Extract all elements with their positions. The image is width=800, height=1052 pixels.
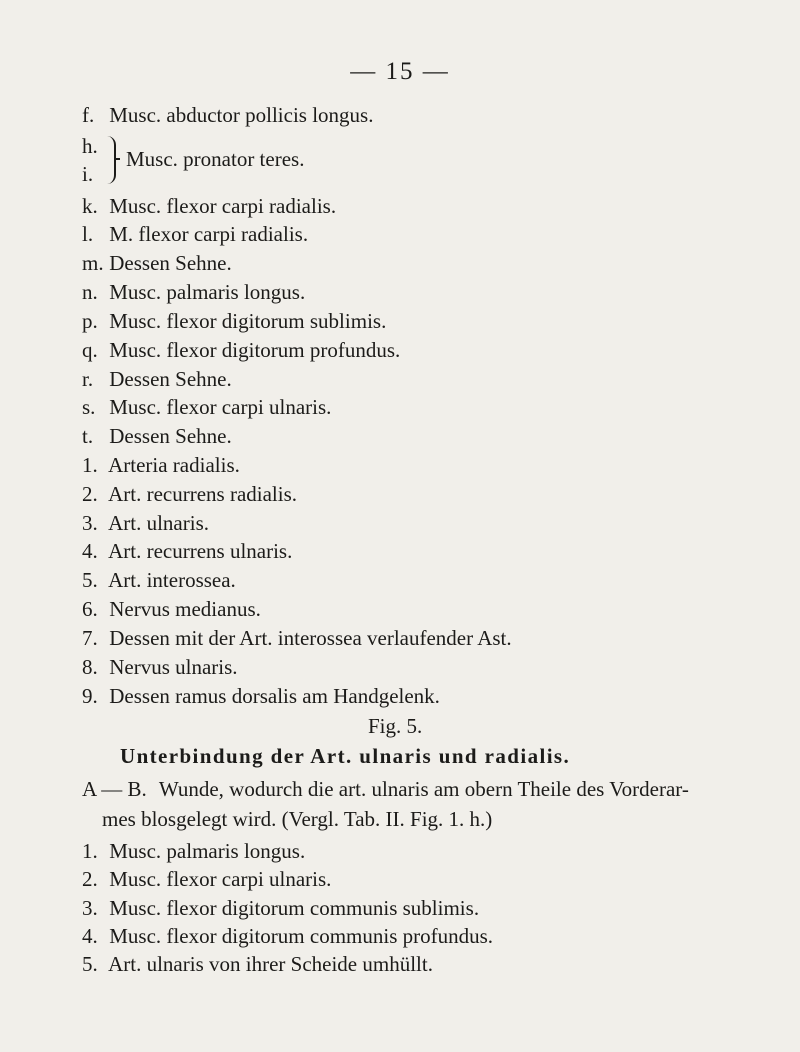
item-label: 1.: [82, 453, 98, 477]
list-item: [82, 221, 308, 247]
list-item: [82, 337, 400, 363]
item-label: q.: [82, 338, 98, 362]
bracket-group: [82, 134, 342, 190]
figure-intro-line: [102, 806, 492, 832]
figure-heading: Unterbindung der Art. ulnaris und radialis.: [120, 744, 571, 768]
item-label: 3.: [82, 896, 98, 920]
item-label: 5.: [82, 568, 98, 592]
intro-text-2: mes blosgelegt wird. (Vergl. Tab. II. Fig. 1. h.): [102, 807, 493, 831]
item-label: s.: [82, 395, 96, 419]
item-text: Nervus ulnaris.: [109, 655, 238, 679]
item-text: Musc. palmaris longus.: [109, 839, 306, 863]
item-text: M. flexor carpi radialis.: [109, 222, 309, 246]
brace-tip: [115, 158, 120, 160]
item-label: h.: [82, 134, 98, 158]
item-text: Musc. flexor carpi radialis.: [109, 194, 337, 218]
list-item: [82, 838, 305, 864]
item-text: Dessen Sehne.: [109, 251, 232, 275]
item-label: p.: [82, 309, 98, 333]
item-label: 4.: [82, 924, 98, 948]
item-label: 6.: [82, 597, 98, 621]
item-label: 5.: [82, 952, 98, 976]
item-text: Art. recurrens radialis.: [108, 482, 298, 506]
list-item: [82, 866, 331, 892]
item-text: Musc. palmaris longus.: [109, 280, 306, 304]
list-item: [82, 923, 493, 949]
item-text: Musc. abductor pollicis longus.: [109, 103, 374, 127]
list-item: [82, 279, 305, 305]
item-label: n.: [82, 280, 98, 304]
item-text: Art. ulnaris von ihrer Scheide umhüllt.: [108, 952, 433, 976]
item-label: 2.: [82, 867, 98, 891]
item-label: 3.: [82, 511, 98, 535]
list-item: [82, 452, 240, 478]
item-label: 2.: [82, 482, 98, 506]
list-item: [82, 193, 336, 219]
list-item: [82, 596, 261, 622]
item-text: Art. interossea.: [108, 568, 236, 592]
item-label: r.: [82, 367, 94, 391]
item-label: t.: [82, 424, 94, 448]
item-label: 7.: [82, 626, 98, 650]
list-item: [82, 250, 232, 276]
list-item: [82, 951, 433, 977]
item-label: m.: [82, 251, 104, 275]
item-text: Dessen Sehne.: [109, 367, 232, 391]
item-label: 4.: [82, 539, 98, 563]
figure-intro-line: [82, 776, 689, 802]
intro-label: A — B.: [82, 777, 147, 801]
item-text: Art. ulnaris.: [108, 511, 209, 535]
list-item: [82, 538, 292, 564]
list-item: [82, 625, 512, 651]
list-item: [82, 895, 479, 921]
item-label: f.: [82, 103, 95, 127]
item-label: 8.: [82, 655, 98, 679]
item-text: Dessen Sehne.: [109, 424, 232, 448]
list-item: [82, 423, 232, 449]
item-label: k.: [82, 194, 98, 218]
list-item: [82, 683, 440, 709]
list-item: [82, 654, 238, 680]
list-item: [82, 481, 297, 507]
item-text: Nervus medianus.: [109, 597, 261, 621]
intro-text-1: Wunde, wodurch die art. ulnaris am obern Theile des Vorderar-: [158, 777, 689, 801]
item-text: Musc. flexor digitorum profundus.: [109, 338, 401, 362]
list-item: [82, 366, 232, 392]
curly-brace-icon: [106, 136, 116, 184]
item-text: Musc. flexor carpi ulnaris.: [109, 867, 332, 891]
item-text: Dessen mit der Art. interossea verlaufender Ast.: [109, 626, 512, 650]
list-item: [82, 308, 386, 334]
item-text: Musc. flexor digitorum communis sublimis.: [109, 896, 480, 920]
list-item: [82, 394, 331, 420]
item-text: Musc. flexor digitorum sublimis.: [109, 309, 387, 333]
item-text: Musc. flexor digitorum communis profundus.: [109, 924, 494, 948]
item-text: Dessen ramus dorsalis am Handgelenk.: [109, 684, 440, 708]
list-item: [82, 102, 373, 128]
item-text: Musc. flexor carpi ulnaris.: [109, 395, 332, 419]
item-label: i.: [82, 162, 94, 186]
item-label: 9.: [82, 684, 98, 708]
item-label: l.: [82, 222, 94, 246]
list-item: [82, 510, 209, 536]
page-number: — 15 —: [350, 58, 450, 85]
list-item: [82, 567, 236, 593]
figure-caption: Fig. 5.: [368, 714, 423, 738]
item-text: Arteria radialis.: [108, 453, 240, 477]
item-text: Musc. pronator teres.: [126, 147, 305, 171]
item-text: Art. recurrens ulnaris.: [108, 539, 293, 563]
item-label: 1.: [82, 839, 98, 863]
